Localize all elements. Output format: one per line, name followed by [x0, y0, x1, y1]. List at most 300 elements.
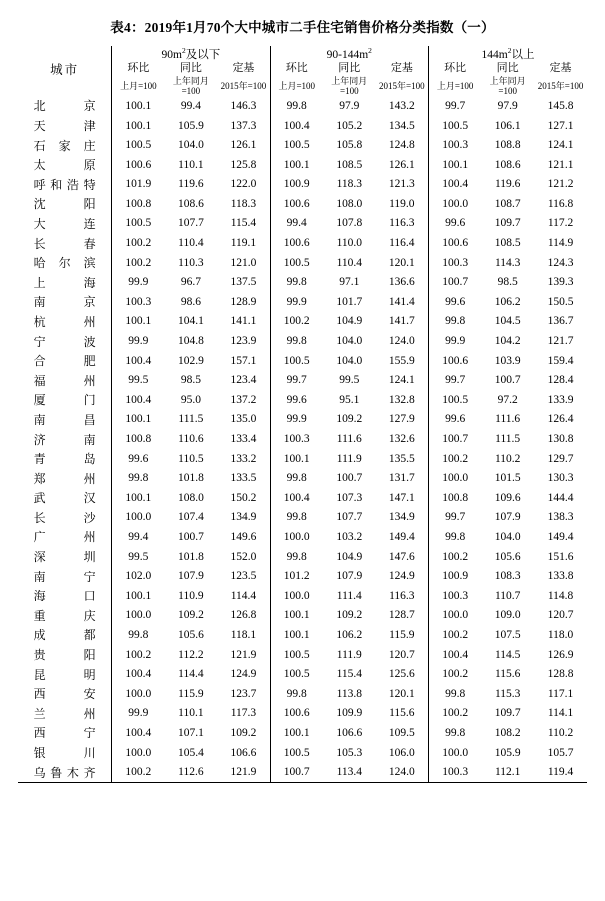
cell-value: 121.3 [376, 174, 429, 194]
cell-value: 108.5 [336, 158, 363, 171]
cell-value: 150.5 [547, 295, 574, 308]
row-city [18, 410, 112, 430]
row-city-label: 重庆 [33, 608, 96, 623]
row-city [18, 331, 112, 351]
header-row-groups [18, 46, 587, 62]
row-city-label: 南昌 [33, 412, 96, 427]
cell-value: 126.1 [376, 155, 429, 175]
cell-value: 99.4 [286, 217, 307, 230]
cell-value: 149.4 [376, 527, 429, 547]
cell-value: 99.8 [128, 628, 149, 641]
cell-value: 126.8 [217, 606, 270, 626]
row-city-label: 乌鲁木齐 [33, 765, 96, 780]
cell-value: 102.0 [125, 570, 152, 583]
header-base-1-1: 上年同月=100 [331, 75, 368, 97]
row-city [18, 586, 112, 606]
row-city-label: 太原 [33, 158, 96, 173]
header-metric-2-1: 同比 [496, 62, 519, 75]
cell-value: 99.7 [445, 511, 466, 524]
cell-value: 115.3 [494, 687, 521, 700]
cell-value: 115.4 [217, 214, 270, 234]
row-city [18, 625, 112, 645]
cell-value: 125.6 [376, 664, 429, 684]
cell-value: 109.7 [494, 217, 521, 230]
cell-value: 117.2 [547, 217, 574, 230]
cell-value: 109.2 [177, 609, 204, 622]
header-metric-2-2: 定基 [549, 62, 572, 75]
cell-value: 115.9 [178, 687, 204, 700]
cell-value: 100.2 [125, 256, 152, 269]
table-row [18, 586, 587, 606]
row-city-label: 沈阳 [33, 197, 96, 212]
cell-value: 110.5 [178, 452, 204, 465]
cell-value: 137.3 [217, 116, 270, 136]
cell-value: 147.1 [376, 488, 429, 508]
cell-value: 100.6 [442, 354, 469, 367]
cell-value: 121.9 [217, 762, 270, 782]
row-city [18, 488, 112, 508]
cell-value: 115.6 [376, 704, 429, 724]
cell-value: 124.0 [376, 331, 429, 351]
cell-value: 109.0 [494, 609, 521, 622]
cell-value: 118.1 [217, 625, 270, 645]
table-row [18, 566, 587, 586]
cell-value: 100.5 [283, 354, 310, 367]
table-row [18, 331, 587, 351]
cell-value: 123.4 [217, 370, 270, 390]
cell-value: 100.2 [283, 315, 310, 328]
cell-value: 105.7 [547, 746, 574, 759]
cell-value: 99.6 [445, 413, 466, 426]
cell-value: 99.5 [128, 550, 149, 563]
cell-value: 100.2 [112, 762, 165, 782]
cell-value: 100.0 [283, 589, 310, 602]
cell-value: 125.8 [217, 155, 270, 175]
row-city-label: 昆明 [33, 667, 96, 682]
cell-value: 114.8 [547, 589, 574, 602]
cell-value: 100.8 [125, 197, 152, 210]
cell-value: 108.6 [177, 197, 204, 210]
cell-value: 124.1 [376, 370, 429, 390]
row-city-label: 长春 [33, 236, 96, 251]
cell-value: 100.1 [125, 119, 152, 132]
cell-value: 137.2 [217, 390, 270, 410]
cell-value: 100.4 [283, 491, 310, 504]
table-row [18, 194, 587, 214]
row-city [18, 547, 112, 567]
cell-value: 99.9 [286, 413, 307, 426]
row-city-label: 贵阳 [33, 648, 96, 663]
cell-value: 99.8 [445, 687, 466, 700]
row-city [18, 135, 112, 155]
cell-value: 123.9 [217, 331, 270, 351]
cell-value: 99.8 [286, 511, 307, 524]
row-city-label: 武汉 [33, 491, 96, 506]
table-row [18, 292, 587, 312]
cell-value: 108.7 [494, 197, 521, 210]
cell-value: 99.8 [286, 335, 307, 348]
cell-value: 107.7 [336, 511, 363, 524]
cell-value: 127.9 [376, 410, 429, 430]
row-city-label: 长沙 [33, 510, 96, 525]
cell-value: 108.8 [494, 139, 521, 152]
cell-value: 135.0 [217, 410, 270, 430]
row-city-label: 广州 [33, 530, 96, 545]
cell-value: 100.0 [125, 746, 152, 759]
cell-value: 100.3 [442, 256, 469, 269]
cell-value: 100.3 [125, 295, 152, 308]
cell-value: 105.6 [177, 628, 204, 641]
cell-value: 101.8 [177, 472, 204, 485]
cell-value: 100.9 [442, 570, 469, 583]
header-base-2-1: 上年同月=100 [489, 75, 526, 97]
cell-value: 105.4 [177, 746, 204, 759]
row-city [18, 272, 112, 292]
cell-value: 109.7 [494, 707, 521, 720]
cell-value: 110.3 [178, 256, 204, 269]
cell-value: 100.4 [125, 668, 152, 681]
cell-value: 123.7 [217, 684, 270, 704]
cell-value: 100.3 [442, 139, 469, 152]
cell-value: 106.2 [494, 295, 521, 308]
cell-value: 110.6 [178, 433, 204, 445]
header-base-2-2: 2015年=100 [537, 80, 584, 91]
cell-value: 116.3 [376, 214, 429, 234]
row-city [18, 155, 112, 175]
cell-value: 99.6 [445, 295, 466, 308]
cell-value: 100.0 [125, 609, 152, 622]
table-row [18, 508, 587, 528]
cell-value: 100.0 [125, 687, 152, 700]
cell-value: 100.4 [125, 726, 152, 739]
cell-value: 105.6 [494, 550, 521, 563]
cell-value: 100.5 [442, 393, 469, 406]
row-city [18, 233, 112, 253]
cell-value: 107.8 [336, 217, 363, 230]
row-city [18, 762, 112, 782]
header-base-0-1: 上年同月=100 [172, 75, 209, 97]
cell-value: 100.1 [283, 726, 310, 739]
cell-value: 121.9 [217, 645, 270, 665]
cell-value: 99.6 [445, 217, 466, 230]
header-base-0-2: 2015年=100 [217, 76, 270, 96]
cell-value: 97.1 [339, 276, 360, 289]
cell-value: 120.1 [376, 684, 429, 704]
row-city-label: 厦门 [33, 393, 96, 408]
cell-value: 111.5 [178, 413, 204, 426]
row-city-label: 深圳 [33, 550, 96, 565]
row-city-label: 西安 [33, 687, 96, 702]
cell-value: 109.9 [336, 707, 363, 720]
cell-value: 114.9 [547, 237, 574, 250]
row-city [18, 429, 112, 449]
cell-value: 123.5 [217, 566, 270, 586]
cell-value: 100.5 [125, 139, 152, 152]
cell-value: 124.8 [376, 135, 429, 155]
cell-value: 104.1 [177, 315, 204, 328]
cell-value: 100.0 [442, 746, 469, 759]
header-group-1-sup: 2 [368, 46, 372, 55]
cell-value: 101.9 [125, 178, 152, 191]
cell-value: 119.6 [178, 178, 204, 191]
cell-value: 139.3 [547, 276, 574, 289]
cell-value: 100.0 [442, 472, 469, 485]
cell-value: 97.2 [497, 393, 518, 406]
cell-value: 100.8 [125, 433, 152, 445]
table-row [18, 547, 587, 567]
cell-value: 136.7 [547, 315, 574, 328]
row-city-label: 上海 [33, 275, 96, 290]
cell-value: 99.8 [286, 276, 307, 289]
cell-value: 100.3 [428, 762, 481, 782]
row-city [18, 468, 112, 488]
cell-value: 99.9 [128, 335, 149, 348]
cell-value: 103.9 [494, 354, 521, 367]
cell-value: 107.9 [177, 570, 204, 583]
table-row [18, 410, 587, 430]
cell-value: 100.6 [283, 707, 310, 720]
header-metric-1-0: 环比 [285, 62, 308, 75]
cell-value: 145.8 [547, 99, 574, 112]
cell-value: 137.5 [217, 272, 270, 292]
cell-value: 110.1 [178, 707, 204, 720]
cell-value: 100.1 [125, 99, 152, 112]
cell-value: 100.2 [442, 452, 469, 465]
row-city-label: 南宁 [33, 569, 96, 584]
table-row [18, 527, 587, 547]
row-city-label: 哈尔滨 [33, 256, 96, 271]
cell-value: 99.6 [286, 393, 307, 406]
cell-value: 106.2 [336, 628, 363, 641]
cell-value: 100.2 [125, 648, 152, 661]
cell-value: 95.0 [180, 393, 201, 406]
cell-value: 144.4 [547, 491, 574, 504]
table-row [18, 370, 587, 390]
cell-value: 99.8 [445, 315, 466, 328]
row-city [18, 370, 112, 390]
cell-value: 100.1 [125, 315, 152, 328]
cell-value: 100.0 [442, 609, 469, 622]
cell-value: 143.2 [376, 96, 429, 116]
row-city [18, 390, 112, 410]
cell-value: 110.2 [547, 726, 574, 739]
cell-value: 99.8 [286, 550, 307, 563]
cell-value: 104.0 [336, 354, 363, 367]
cell-value: 113.4 [323, 762, 376, 782]
row-city [18, 174, 112, 194]
cell-value: 133.4 [217, 429, 270, 449]
cell-value: 104.5 [494, 315, 521, 328]
cell-value: 126.9 [547, 648, 574, 661]
cell-value: 149.4 [547, 530, 574, 543]
cell-value: 124.0 [376, 762, 429, 782]
cell-value: 121.2 [547, 178, 574, 191]
table-row [18, 468, 587, 488]
cell-value: 100.7 [494, 374, 521, 387]
cell-value: 124.9 [376, 566, 429, 586]
row-city-label: 青岛 [33, 452, 96, 467]
cell-value: 100.2 [442, 550, 469, 563]
cell-value: 146.3 [217, 96, 270, 116]
cell-value: 100.4 [125, 393, 152, 406]
cell-value: 117.3 [217, 704, 270, 724]
cell-value: 99.8 [128, 472, 149, 485]
cell-value: 100.0 [442, 197, 469, 210]
row-city-label: 福州 [33, 373, 96, 388]
cell-value: 99.8 [286, 687, 307, 700]
cell-value: 159.4 [547, 354, 574, 367]
cell-value: 100.3 [442, 589, 469, 602]
cell-value: 100.0 [283, 530, 310, 543]
row-city [18, 723, 112, 743]
cell-value: 99.4 [128, 530, 149, 543]
cell-value: 110.1 [178, 158, 204, 171]
table-row [18, 762, 587, 782]
row-city [18, 684, 112, 704]
row-city [18, 253, 112, 273]
cell-value: 100.5 [283, 648, 310, 661]
table-row [18, 723, 587, 743]
cell-value: 134.5 [376, 116, 429, 136]
table-row [18, 272, 587, 292]
cell-value: 124.3 [547, 256, 574, 269]
header-base-0-0: 上月=100 [120, 80, 157, 91]
cell-value: 99.9 [128, 707, 149, 720]
cell-value: 108.3 [494, 570, 521, 583]
cell-value: 134.9 [217, 508, 270, 528]
header-group-0-label: $90m^2$及以下 [161, 46, 221, 61]
row-city [18, 606, 112, 626]
cell-value: 99.9 [286, 295, 307, 308]
cell-value: 108.2 [494, 726, 521, 739]
cell-value: 101.5 [494, 472, 521, 485]
cell-value: 104.0 [494, 530, 521, 543]
table-row [18, 664, 587, 684]
header-group-1 [270, 46, 428, 62]
row-city-label: 海口 [33, 589, 96, 604]
cell-value: 114.1 [547, 707, 574, 720]
cell-value: 149.6 [217, 527, 270, 547]
cell-value: 99.7 [445, 374, 466, 387]
cell-value: 133.9 [547, 393, 574, 406]
cell-value: 111.6 [336, 433, 362, 445]
cell-value: 100.2 [442, 668, 469, 681]
cell-value: 97.9 [497, 99, 518, 112]
cell-value: 100.2 [442, 707, 469, 720]
cell-value: 99.8 [286, 472, 307, 485]
cell-value: 108.0 [336, 197, 363, 210]
cell-value: 99.9 [128, 276, 149, 289]
cell-value: 119.6 [494, 178, 521, 191]
cell-value: 114.5 [494, 648, 521, 661]
cell-value: 100.4 [442, 178, 469, 191]
header-base-2-0: 上月=100 [436, 80, 474, 91]
table-header [18, 46, 587, 96]
cell-value: 128.8 [547, 668, 574, 681]
row-city-label: 成都 [33, 628, 96, 643]
cell-value: 104.0 [336, 335, 363, 348]
cell-value: 100.5 [283, 668, 310, 681]
cell-value: 120.7 [547, 609, 574, 622]
table-row [18, 429, 587, 449]
cell-value: 110.2 [494, 452, 521, 465]
row-city-label: 杭州 [33, 314, 96, 329]
table-row [18, 116, 587, 136]
cell-value: 99.8 [445, 726, 466, 739]
price-index-table [18, 46, 587, 783]
cell-value: 106.1 [494, 119, 521, 132]
cell-value: 100.2 [442, 628, 469, 641]
row-city [18, 527, 112, 547]
cell-value: 101.8 [177, 550, 204, 563]
cell-value: 101.2 [283, 570, 310, 583]
cell-value: 119.1 [217, 233, 270, 253]
row-city [18, 566, 112, 586]
cell-value: 98.5 [497, 276, 518, 289]
header-metric-1-1: 同比 [338, 62, 361, 75]
row-city-label: 大连 [33, 216, 96, 231]
cell-value: 150.2 [217, 488, 270, 508]
cell-value: 114.4 [217, 586, 270, 606]
header-metric-0-2: 定基 [217, 62, 270, 76]
header-metric-0-1: 同比 [179, 62, 202, 75]
cell-value: 114.3 [494, 256, 521, 269]
table-row [18, 312, 587, 332]
row-city-label: 南京 [33, 295, 96, 310]
cell-value: 110.7 [494, 589, 521, 602]
row-city [18, 704, 112, 724]
cell-value: 100.5 [442, 119, 469, 132]
cell-value: 105.8 [336, 139, 363, 152]
cell-value: 152.0 [217, 547, 270, 567]
cell-value: 133.8 [547, 570, 574, 583]
cell-value: 119.4 [534, 762, 587, 782]
cell-value: 104.9 [336, 315, 363, 328]
cell-value: 100.1 [442, 158, 469, 171]
table-row [18, 704, 587, 724]
row-city [18, 214, 112, 234]
cell-value: 100.1 [283, 158, 310, 171]
cell-value: 118.3 [217, 194, 270, 214]
row-city-label: 石家庄 [33, 138, 96, 153]
cell-value: 96.7 [180, 276, 201, 289]
cell-value: 102.9 [177, 354, 204, 367]
cell-value: 151.6 [547, 550, 574, 563]
cell-value: 147.6 [376, 547, 429, 567]
header-city: 城市 [18, 46, 112, 96]
row-city-label: 银川 [33, 746, 96, 760]
cell-value: 100.7 [442, 433, 469, 445]
cell-value: 100.3 [283, 433, 310, 445]
cell-value: 99.9 [445, 335, 466, 348]
cell-value: 104.8 [177, 335, 204, 348]
cell-value: 107.5 [494, 628, 521, 641]
row-city [18, 664, 112, 684]
table-row [18, 625, 587, 645]
cell-value: 126.1 [217, 135, 270, 155]
cell-value: 100.1 [125, 491, 152, 504]
cell-value: 107.7 [177, 217, 204, 230]
cell-value: 100.6 [283, 197, 310, 210]
cell-value: 111.4 [336, 589, 362, 602]
table-row [18, 449, 587, 469]
cell-value: 100.1 [125, 589, 152, 602]
cell-value: 100.6 [125, 158, 152, 171]
cell-value: 99.7 [286, 374, 307, 387]
cell-value: 104.2 [494, 335, 521, 348]
cell-value: 128.7 [376, 606, 429, 626]
cell-value: 101.7 [336, 295, 363, 308]
